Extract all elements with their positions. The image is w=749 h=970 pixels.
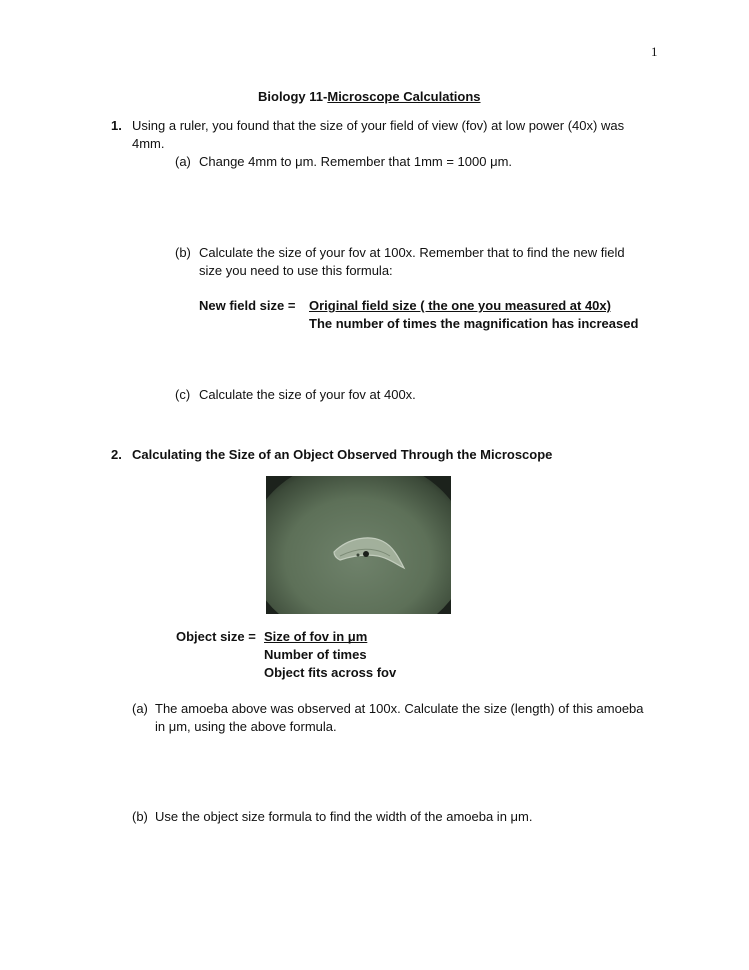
question-1b-text-line2: size you need to use this formula: bbox=[199, 263, 393, 278]
question-1-text-line2: 4mm. bbox=[132, 136, 165, 151]
question-1a-text: Change 4mm to μm. Remember that 1mm = 1000 μm. bbox=[199, 154, 513, 169]
question-1-number: 1. bbox=[111, 118, 122, 133]
question-1b-label: (b) bbox=[175, 245, 191, 260]
question-2b-label: (b) bbox=[132, 809, 148, 824]
field-size-formula-denominator: The number of times the magnification has increased bbox=[309, 316, 639, 331]
question-1b-text-line1: Calculate the size of your fov at 100x. Remember that to find the new field bbox=[199, 245, 625, 260]
question-2a-text-line1: The amoeba above was observed at 100x. Calculate the size (length) of this amoeba bbox=[155, 701, 644, 716]
amoeba-microscope-image bbox=[266, 476, 451, 614]
field-size-formula-numerator: Original field size ( the one you measured at 40x) bbox=[309, 298, 611, 313]
object-size-formula-numerator-text: Size of fov in μm bbox=[264, 629, 368, 644]
object-size-formula-numerator bbox=[264, 629, 389, 644]
page-title bbox=[258, 89, 481, 104]
question-1-text-line1: Using a ruler, you found that the size of your field of view (fov) at low power (40x) was bbox=[132, 118, 625, 133]
microscope-view-icon bbox=[266, 476, 451, 614]
question-2a-text-line2: in μm, using the above formula. bbox=[155, 719, 337, 734]
title-underlined: Microscope Calculations bbox=[327, 89, 481, 104]
object-size-formula-lhs: Object size = bbox=[176, 629, 256, 644]
question-2-number: 2. bbox=[111, 447, 122, 462]
question-1c-text: Calculate the size of your fov at 400x. bbox=[199, 387, 416, 402]
page-number: 1 bbox=[651, 44, 658, 59]
question-1a-label: (a) bbox=[175, 154, 191, 169]
title-prefix: Biology 11- bbox=[258, 89, 328, 104]
question-1c-label: (c) bbox=[175, 387, 191, 402]
field-size-formula-lhs: New field size = bbox=[199, 298, 296, 313]
question-2a-label: (a) bbox=[132, 701, 148, 716]
object-size-formula-denominator-line1: Number of times bbox=[264, 647, 367, 662]
question-2-heading: Calculating the Size of an Object Observed Through the Microscope bbox=[132, 447, 553, 462]
question-2b-text: Use the object size formula to find the width of the amoeba in μm. bbox=[155, 809, 533, 824]
object-size-formula-denominator-line2: Object fits across fov bbox=[264, 665, 397, 680]
